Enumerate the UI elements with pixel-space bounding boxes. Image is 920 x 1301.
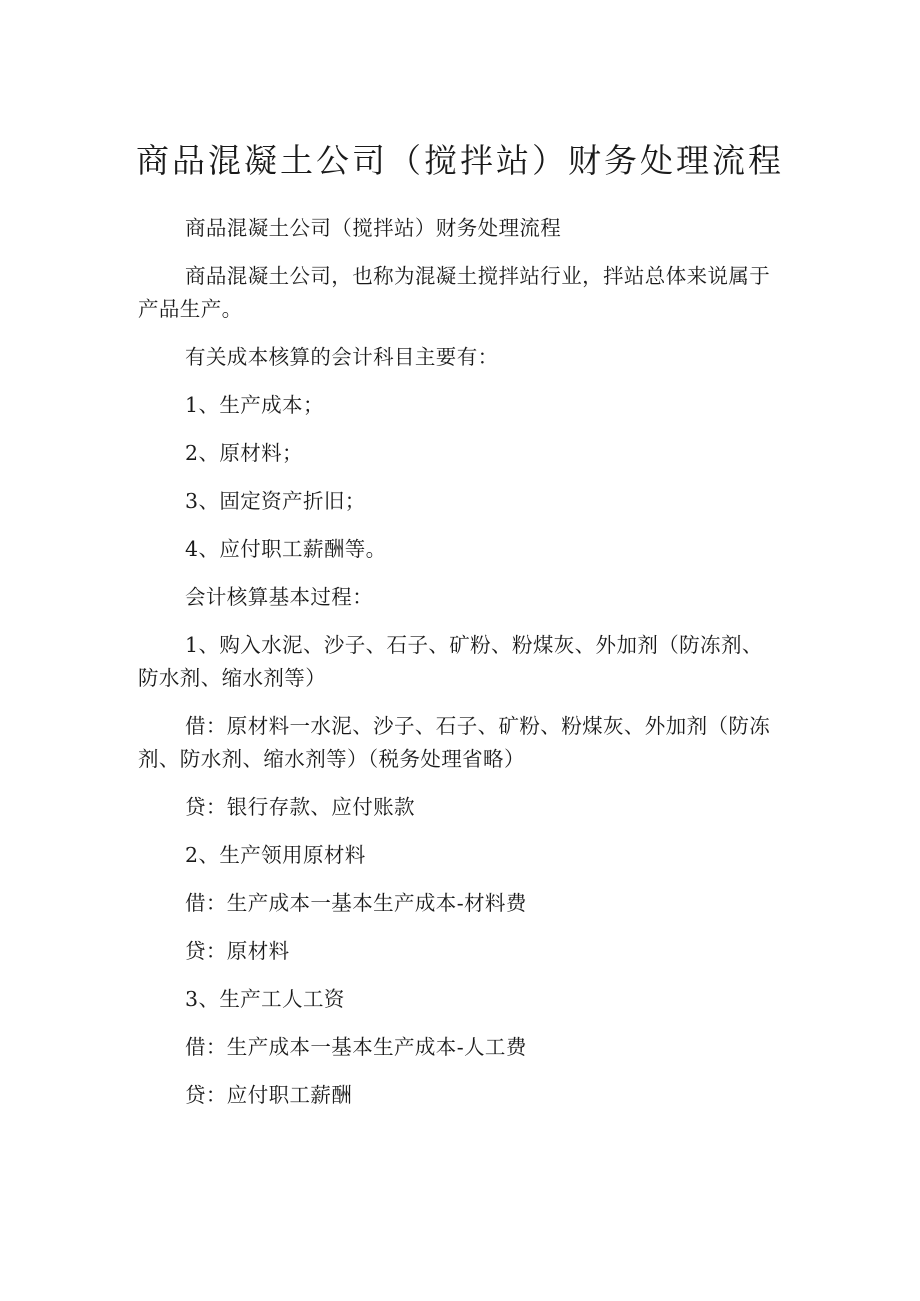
entry-debit-material-cost: 借：生产成本一基本生产成本-材料费 (185, 891, 527, 915)
entry-credit-bank: 贷：银行存款、应付账款 (185, 795, 415, 819)
step-purchase: 1、购入水泥、沙子、石子、矿粉、粉煤灰、外加剂（防冻剂、防水剂、缩水剂等） (138, 633, 763, 690)
paragraph-intro: 商品混凝土公司，也称为混凝土搅拌站行业，拌站总体来说属于产品生产。 (138, 264, 771, 321)
paragraph-accounts-heading: 有关成本核算的会计科目主要有： (185, 345, 499, 369)
document-title: 商品混凝土公司（搅拌站）财务处理流程 (136, 141, 784, 180)
entry-credit-raw-materials: 贷：原材料 (185, 939, 290, 963)
step-wages: 3、生产工人工资 (185, 987, 345, 1011)
list-item-raw-materials: 2、原材料； (185, 441, 303, 465)
list-item-payroll: 4、应付职工薪酬等。 (185, 537, 387, 561)
entry-debit-labor-cost: 借：生产成本一基本生产成本-人工费 (185, 1035, 527, 1059)
list-item-production-cost: 1、生产成本； (185, 393, 324, 417)
paragraph-subtitle: 商品混凝土公司（搅拌站）财务处理流程 (185, 216, 562, 240)
list-item-depreciation: 3、固定资产折旧； (185, 489, 366, 513)
entry-credit-payroll: 贷：应付职工薪酬 (185, 1083, 353, 1107)
step-material-usage: 2、生产领用原材料 (185, 843, 366, 867)
document-body (138, 212, 780, 1127)
entry-debit-raw-materials: 借：原材料一水泥、沙子、石子、矿粉、粉煤灰、外加剂（防冻剂、防水剂、缩水剂等）（税务处理省略） (138, 714, 771, 771)
paragraph-process-heading: 会计核算基本过程： (185, 585, 374, 609)
